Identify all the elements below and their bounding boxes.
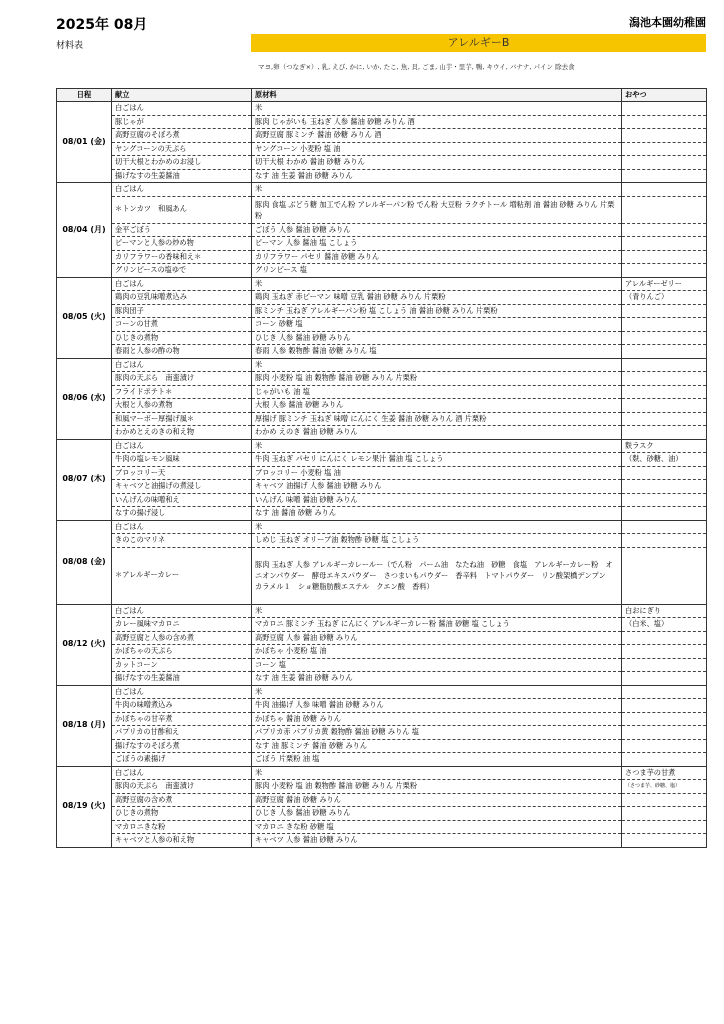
dish-cell: 牛肉の味噌煮込み [112,699,252,713]
table-row [57,196,707,223]
table-row [57,547,707,604]
dish-cell: ひじきの煮物 [112,807,252,821]
snack-cell [622,807,707,821]
ingredients-cell: ひじき 人参 醤油 砂糖 みりん [252,331,622,345]
dish-cell: 金平ごぼう [112,223,252,237]
dish-cell: ピーマンと人参の炒め物 [112,237,252,251]
ingredients-cell: キャベツ 油揚げ 人参 醤油 砂糖 みりん [252,480,622,494]
snack-cell [622,331,707,345]
table-row [57,304,707,318]
ingredients-cell: 高野豆腐 豚ミンチ 醤油 砂糖 みりん 酒 [252,129,622,143]
dish-cell: パプリカの甘酢和え [112,726,252,740]
snack-cell [622,412,707,426]
table-row [57,115,707,129]
snack-cell: アレルギーゼリー [622,277,707,291]
table-row [57,345,707,359]
snack-cell [622,712,707,726]
date-cell: 08/19 (火) [57,766,112,847]
date-cell: 08/01 (金) [57,102,112,183]
table-row [57,385,707,399]
ingredients-cell: グリンピース 塩 [252,264,622,278]
ingredients-cell: ヤングコーン 小麦粉 塩 油 [252,142,622,156]
table-row [57,466,707,480]
ingredients-cell: 米 [252,439,622,453]
snack-cell [622,547,707,604]
snack-cell [622,129,707,143]
dish-cell: 揚げなすのそぼろ煮 [112,739,252,753]
allergy-label: アレルギーB [251,34,706,52]
ingredients-cell: 米 [252,520,622,534]
dish-cell: 切干大根とわかめのお浸し [112,156,252,170]
snack-cell [622,115,707,129]
table-row [57,250,707,264]
school-name: 潟池本園幼稚園 [629,16,706,29]
snack-cell [622,318,707,332]
dish-cell: いんげんの味噌和え [112,493,252,507]
dish-cell: フライドポテト＊ [112,385,252,399]
dish-cell: 高野豆腐のそぼろ煮 [112,129,252,143]
snack-cell: （青りんご） [622,291,707,305]
page-title: 2025年 08月 [56,17,148,33]
date-cell: 08/12 (火) [57,604,112,685]
dish-cell: コーンの甘煮 [112,318,252,332]
snack-cell: （麩、砂糖、油） [622,453,707,467]
table-row [57,793,707,807]
column-header-snack: おやつ [622,89,707,102]
ingredients-cell: 米 [252,604,622,618]
ingredients-cell: 米 [252,685,622,699]
dish-cell: ＊アレルギーカレー [112,547,252,604]
snack-cell [622,520,707,534]
dish-cell: 春雨と人参の酢の物 [112,345,252,359]
date-cell: 08/06 (水) [57,358,112,439]
table-row [57,102,707,116]
table-row [57,507,707,521]
date-cell: 08/04 (月) [57,183,112,278]
table-row [57,672,707,686]
ingredients-cell: 豚肉 小麦粉 塩 油 穀物酢 醤油 砂糖 みりん 片栗粉 [252,780,622,794]
table-row [57,264,707,278]
table-row [57,658,707,672]
dish-cell: 鶏肉の豆乳味噌煮込み [112,291,252,305]
ingredients-cell: 鶏肉 玉ねぎ 赤ピーマン 味噌 豆乳 醤油 砂糖 みりん 片栗粉 [252,291,622,305]
snack-cell [622,820,707,834]
snack-cell [622,726,707,740]
snack-cell [622,466,707,480]
table-row [57,453,707,467]
table-row [57,834,707,848]
snack-cell [622,183,707,197]
table-row [57,399,707,413]
ingredients-cell: パプリカ赤 パプリカ黄 穀物酢 醤油 砂糖 みりん 塩 [252,726,622,740]
ingredients-cell: ブロッコリー 小麦粉 塩 油 [252,466,622,480]
dish-cell: 白ごはん [112,520,252,534]
date-cell: 08/08 (金) [57,520,112,604]
ingredients-cell: なす 油 生姜 醤油 砂糖 みりん [252,169,622,183]
snack-cell [622,493,707,507]
dish-cell: ＊トンカツ 和風あん [112,196,252,223]
table-row [57,129,707,143]
dish-cell: 和風マーボー厚揚げ風＊ [112,412,252,426]
snack-cell [622,264,707,278]
ingredients-cell: なす 油 生姜 醤油 砂糖 みりん [252,672,622,686]
ingredients-cell: しめじ 玉ねぎ オリーブ油 穀物酢 砂糖 塩 こしょう [252,534,622,548]
dish-cell: 白ごはん [112,277,252,291]
dish-cell: 豚肉の天ぷら 南蛮漬け [112,780,252,794]
table-row [57,820,707,834]
ingredients-cell: 高野豆腐 人参 醤油 砂糖 みりん [252,631,622,645]
column-header-dish: 献立 [112,89,252,102]
snack-cell [622,685,707,699]
snack-cell [622,372,707,386]
ingredients-cell: 切干大根 わかめ 醤油 砂糖 みりん [252,156,622,170]
snack-cell [622,304,707,318]
date-cell: 08/18 (月) [57,685,112,766]
table-row [57,358,707,372]
menu-body [57,102,707,848]
snack-cell [622,223,707,237]
ingredients-cell: なす 油 醤油 砂糖 みりん [252,507,622,521]
ingredients-cell: 春雨 人参 穀物酢 醤油 砂糖 みりん 塩 [252,345,622,359]
snack-cell [622,507,707,521]
dish-cell: ヤングコーンの天ぷら [112,142,252,156]
table-row [57,493,707,507]
table-row [57,534,707,548]
table-row [57,318,707,332]
table-row [57,372,707,386]
table-header-row [57,89,707,102]
table-row [57,520,707,534]
table-row [57,237,707,251]
snack-cell [622,358,707,372]
ingredients-cell: 高野豆腐 醤油 砂糖 みりん [252,793,622,807]
table-row [57,807,707,821]
ingredients-cell: 米 [252,102,622,116]
ingredients-cell: カリフラワー パセリ 醤油 砂糖 みりん [252,250,622,264]
dish-cell: 揚げなすの生姜醤油 [112,672,252,686]
dish-cell: 揚げなすの生姜醤油 [112,169,252,183]
ingredients-cell: なす 油 豚ミンチ 醤油 砂糖 みりん [252,739,622,753]
table-row [57,291,707,305]
ingredients-cell: わかめ えのき 醤油 砂糖 みりん [252,426,622,440]
snack-cell [622,699,707,713]
snack-cell [622,645,707,659]
dish-cell: 白ごはん [112,685,252,699]
snack-cell [622,793,707,807]
ingredients-cell: 牛肉 玉ねぎ パセリ にんにく レモン果汁 醤油 塩 こしょう [252,453,622,467]
allergy-note: マヨ,卵（つなぎ×）, 乳, えび, かに, いか, たこ, 魚, 貝, ごま, 山芋・里芋, 鴨, キウイ, バナナ, パイン 除去食 [258,63,575,71]
table-row [57,699,707,713]
snack-cell [622,631,707,645]
ingredients-cell: 米 [252,277,622,291]
table-row [57,183,707,197]
table-row [57,780,707,794]
snack-cell [622,426,707,440]
snack-cell: （さつま芋、砂糖、塩） [622,780,707,794]
ingredients-cell: かぼちゃ 小麦粉 塩 油 [252,645,622,659]
table-row [57,169,707,183]
ingredients-cell: ひじき 人参 醤油 砂糖 みりん [252,807,622,821]
dish-cell: 白ごはん [112,358,252,372]
table-row [57,439,707,453]
snack-cell [622,834,707,848]
snack-cell [622,534,707,548]
ingredients-cell: ピーマン 人参 醤油 塩 こしょう [252,237,622,251]
date-cell: 08/05 (火) [57,277,112,358]
snack-cell [622,250,707,264]
snack-cell [622,237,707,251]
table-row [57,412,707,426]
ingredients-cell: キャベツ 人参 醤油 砂糖 みりん [252,834,622,848]
snack-cell [622,345,707,359]
dish-cell: カリフラワーの香味和え＊ [112,250,252,264]
date-cell: 08/07 (木) [57,439,112,520]
ingredients-cell: マカロニ 豚ミンチ 玉ねぎ にんにく アレルギーカレー粉 醤油 砂糖 塩 こしょう [252,618,622,632]
dish-cell: カレー風味マカロニ [112,618,252,632]
table-row [57,618,707,632]
snack-cell [622,672,707,686]
dish-cell: かぼちゃの天ぷら [112,645,252,659]
dish-cell: ごぼうの素揚げ [112,753,252,767]
dish-cell: かぼちゃの甘辛煮 [112,712,252,726]
table-row [57,631,707,645]
dish-cell: きのこのマリネ [112,534,252,548]
snack-cell: （白米、塩） [622,618,707,632]
table-row [57,142,707,156]
ingredients-cell: 豚肉 玉ねぎ 人参 アレルギーカレールー（でん粉 パーム油 なたね油 砂糖 食塩 アレルギーカレー粉 オニオンパウダー 酵母エキスパウダー さつまいもパウダー 香辛料 トマトパウダー リン酸架橋デンプン カラメル１ ショ糖脂肪酸エステル クエン酸 香料） [252,547,622,604]
table-row [57,426,707,440]
dish-cell: 高野豆腐の含め煮 [112,793,252,807]
page-subtitle: 材料表 [56,41,84,51]
ingredients-cell: じゃがいも 油 塩 [252,385,622,399]
dish-cell: カットコーン [112,658,252,672]
ingredients-cell: 豚肉 じゃがいも 玉ねぎ 人参 醤油 砂糖 みりん 酒 [252,115,622,129]
dish-cell: キャベツと油揚げの煮浸し [112,480,252,494]
table-row [57,277,707,291]
table-row [57,156,707,170]
dish-cell: 高野豆腐と人参の含め煮 [112,631,252,645]
column-header-date: 日程 [57,89,112,102]
menu-table [56,88,707,848]
snack-cell: 麩ラスク [622,439,707,453]
table-row [57,753,707,767]
ingredients-cell: いんげん 味噌 醤油 砂糖 みりん [252,493,622,507]
dish-cell: なすの揚げ浸し [112,507,252,521]
ingredients-cell: 米 [252,766,622,780]
ingredients-cell: 厚揚げ 豚ミンチ 玉ねぎ 味噌 にんにく 生姜 醤油 砂糖 みりん 酒 片栗粉 [252,412,622,426]
snack-cell [622,480,707,494]
snack-cell: 白おにぎり [622,604,707,618]
snack-cell [622,399,707,413]
table-row [57,480,707,494]
dish-cell: 牛肉の塩レモン風味 [112,453,252,467]
ingredients-cell: 豚肉 小麦粉 塩 油 穀物酢 醤油 砂糖 みりん 片栗粉 [252,372,622,386]
table-row [57,712,707,726]
dish-cell: わかめとえのきの和え物 [112,426,252,440]
ingredients-cell: 牛肉 油揚げ 人参 味噌 醤油 砂糖 みりん [252,699,622,713]
ingredients-cell: 豚ミンチ 玉ねぎ アレルギーパン粉 塩 こしょう 油 醤油 砂糖 みりん 片栗粉 [252,304,622,318]
ingredients-cell: コーン 塩 [252,658,622,672]
ingredients-cell: ごぼう 人参 醤油 砂糖 みりん [252,223,622,237]
ingredients-cell: 大根 人参 醤油 砂糖 みりん [252,399,622,413]
ingredients-cell: 豚肉 食塩 ぶどう糖 加工でん粉 アレルギーパン粉 でん粉 大豆粉 ラクチトール 増粘剤 油 醤油 砂糖 みりん 片栗粉 [252,196,622,223]
dish-cell: 豚肉団子 [112,304,252,318]
column-header-ingredients: 原材料 [252,89,622,102]
dish-cell: 豚じゃが [112,115,252,129]
ingredients-cell: かぼちゃ 醤油 砂糖 みりん [252,712,622,726]
dish-cell: 大根と人参の煮物 [112,399,252,413]
dish-cell: キャベツと人参の和え物 [112,834,252,848]
snack-cell [622,142,707,156]
dish-cell: 白ごはん [112,439,252,453]
ingredients-cell: 米 [252,183,622,197]
dish-cell: ひじきの煮物 [112,331,252,345]
table-row [57,685,707,699]
snack-cell [622,169,707,183]
dish-cell: グリンピースの塩ゆで [112,264,252,278]
table-row [57,739,707,753]
ingredients-cell: 米 [252,358,622,372]
ingredients-cell: マカロニ きな粉 砂糖 塩 [252,820,622,834]
snack-cell: さつま芋の甘煮 [622,766,707,780]
dish-cell: 白ごはん [112,183,252,197]
snack-cell [622,658,707,672]
table-row [57,726,707,740]
snack-cell [622,385,707,399]
dish-cell: ブロッコリー天 [112,466,252,480]
table-row [57,645,707,659]
table-row [57,223,707,237]
table-row [57,604,707,618]
dish-cell: 豚肉の天ぷら 南蛮漬け [112,372,252,386]
snack-cell [622,196,707,223]
snack-cell [622,102,707,116]
table-row [57,331,707,345]
ingredients-cell: コーン 砂糖 塩 [252,318,622,332]
dish-cell: 白ごはん [112,102,252,116]
snack-cell [622,739,707,753]
table-row [57,766,707,780]
snack-cell [622,753,707,767]
dish-cell: 白ごはん [112,766,252,780]
ingredients-cell: ごぼう 片栗粉 油 塩 [252,753,622,767]
dish-cell: マカロニきな粉 [112,820,252,834]
dish-cell: 白ごはん [112,604,252,618]
snack-cell [622,156,707,170]
